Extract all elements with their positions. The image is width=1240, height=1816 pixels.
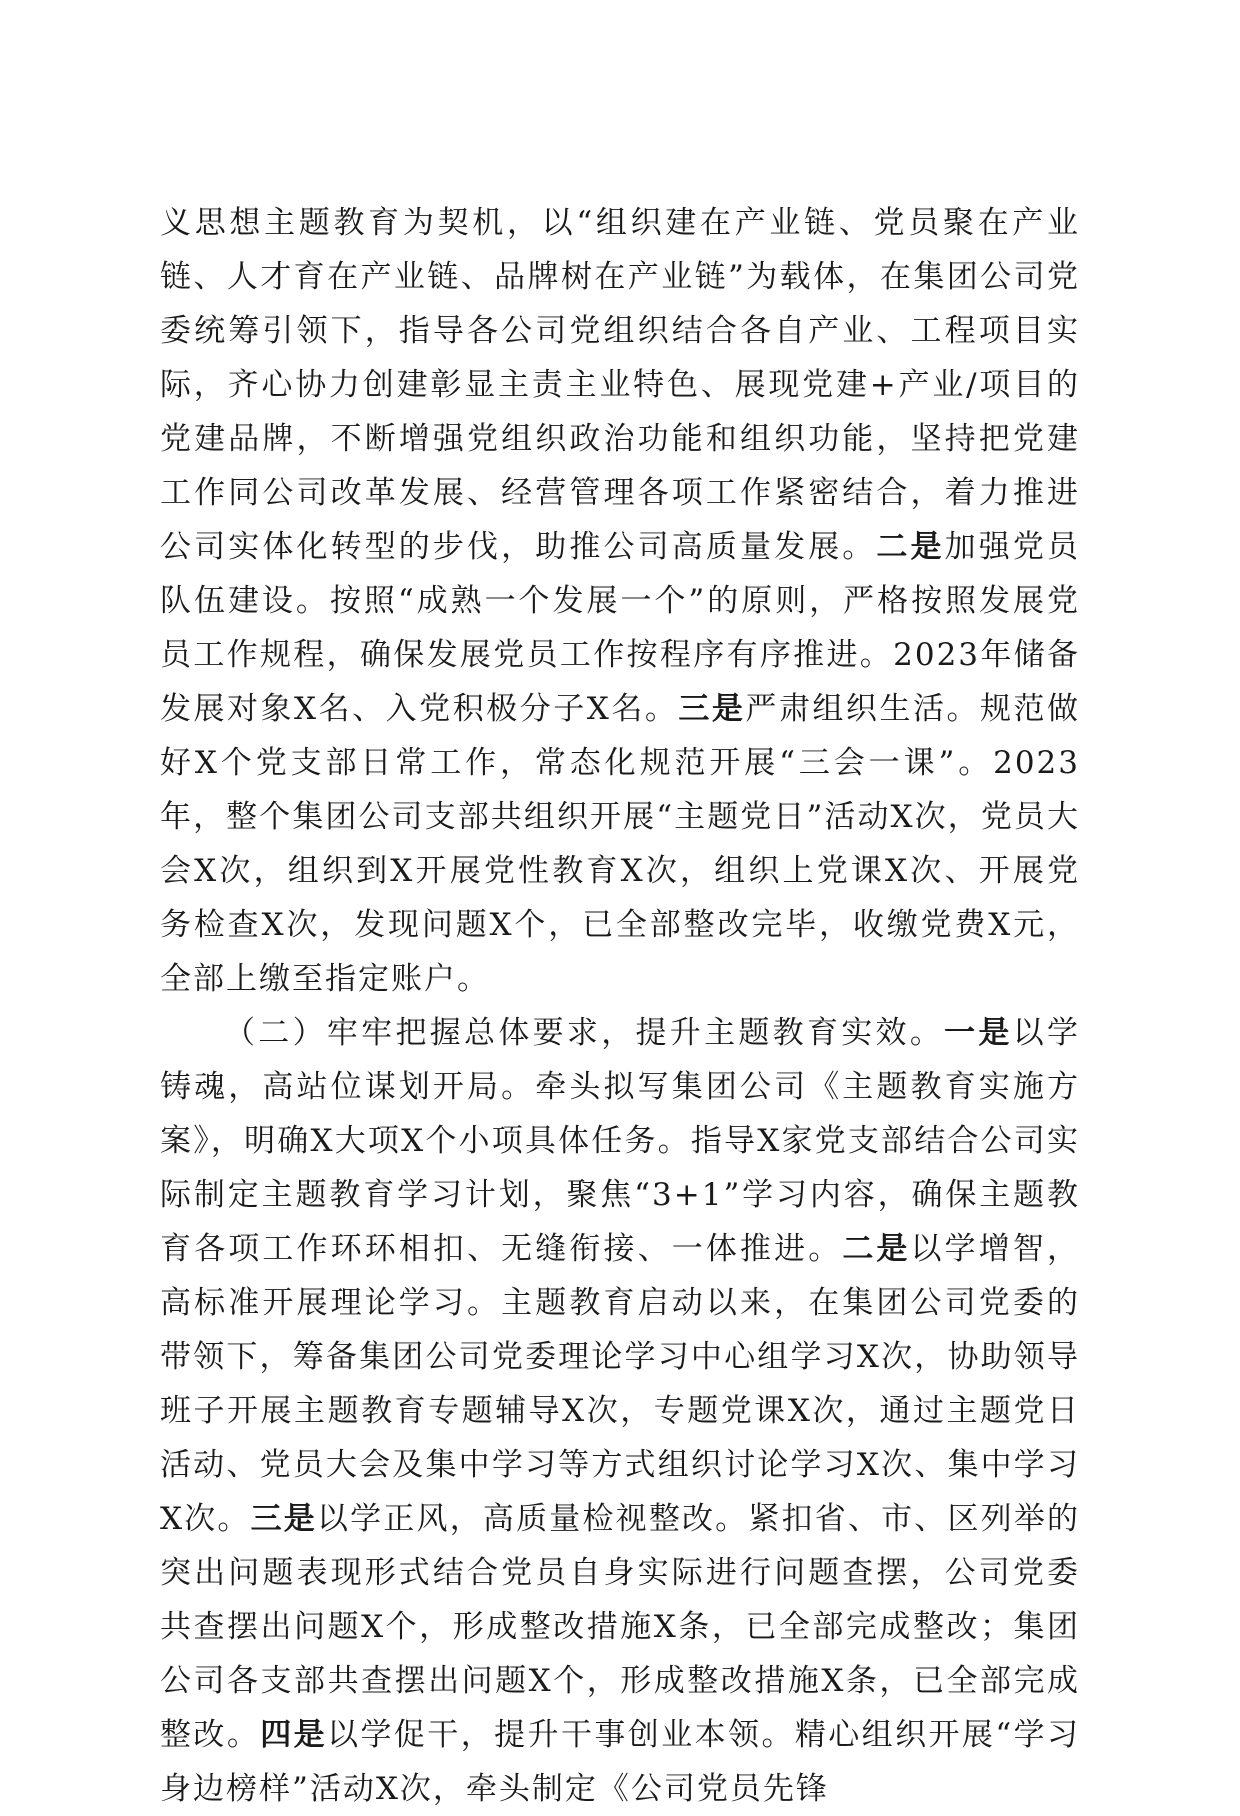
paragraph-party-building bbox=[160, 196, 1080, 1006]
section-heading: （二）牢牢把握总体要求，提升主题教育实效。 bbox=[224, 1015, 945, 1051]
body-text bbox=[160, 196, 1080, 1816]
text-run: 以学增智，高标准开展理论学习。主题教育启动以来，在集团公司党委的带领下，筹备集团公司党委理论学习中心组学习X次，协助领导班子开展主题教育专题辅导X次，专题党课X次，通过主题党日活动、党员大会及集中学习等方式组织讨论学习X次、集中学习X次。 bbox=[160, 1231, 1081, 1537]
text-run: 严肃组织生活。规范做好X个党支部日常工作，常态化规范开展“三会一课”。2023年，整个集团公司支部共组织开展“主题党日”活动X次，党员大会X次，组织到X开展党性教育X次，组织上党课X次、开展党务检查X次，发现问题X个，已全部整改完毕，收缴党费X元，全部上缴至指定账户。 bbox=[160, 691, 1081, 997]
text-run: 以学促干，提升干事创业本领。精心组织开展“学习身边榜样”活动X次，牵头制定《公司党员先锋 bbox=[160, 1717, 1081, 1807]
bold-marker-3: 三是 bbox=[250, 1501, 317, 1537]
bold-marker-4: 四是 bbox=[260, 1717, 328, 1753]
paragraph-theme-education bbox=[160, 1006, 1080, 1816]
bold-marker-3: 三是 bbox=[678, 691, 746, 727]
text-run: 义思想主题教育为契机，以“组织建在产业链、党员聚在产业链、人才育在产业链、品牌树在产业链”为载体，在集团公司党委统筹引领下，指导各公司党组织结合各自产业、工程项目实际，齐心协力创建彰显主责主业特色、展现党建+产业/项目的党建品牌，不断增强党组织政治功能和组织功能，坚持把党建工作同公司改革发展、经营管理各项工作紧密结合，着力推进公司实体化转型的步伐，助推公司高质量发展。 bbox=[160, 205, 1080, 565]
text-run: 以学正风，高质量检视整改。紧扣省、市、区列举的突出问题表现形式结合党员自身实际进行问题查摆，公司党委共查摆出问题X个，形成整改措施X条，已全部完成整改；集团公司各支部共查摆出问题X个，形成整改措施X条，已全部完成整改。 bbox=[160, 1501, 1081, 1753]
bold-marker-2: 二是 bbox=[876, 529, 945, 565]
bold-marker-1: 一是 bbox=[944, 1015, 1013, 1051]
bold-marker-2: 二是 bbox=[842, 1231, 911, 1267]
text-run: 加强党员队伍建设。按照“成熟一个发展一个”的原则，严格按照发展党员工作规程，确保发展党员工作按程序有序推进。2023年储备发展对象X名、入党积极分子X名。 bbox=[160, 529, 1081, 727]
text-run: 以学铸魂，高站位谋划开局。牵头拟写集团公司《主题教育实施方案》，明确X大项X个小项具体任务。指导X家党支部结合公司实际制定主题教育学习计划，聚焦“3+1”学习内容，确保主题教育各项工作环环相扣、无缝衔接、一体推进。 bbox=[160, 1015, 1081, 1267]
